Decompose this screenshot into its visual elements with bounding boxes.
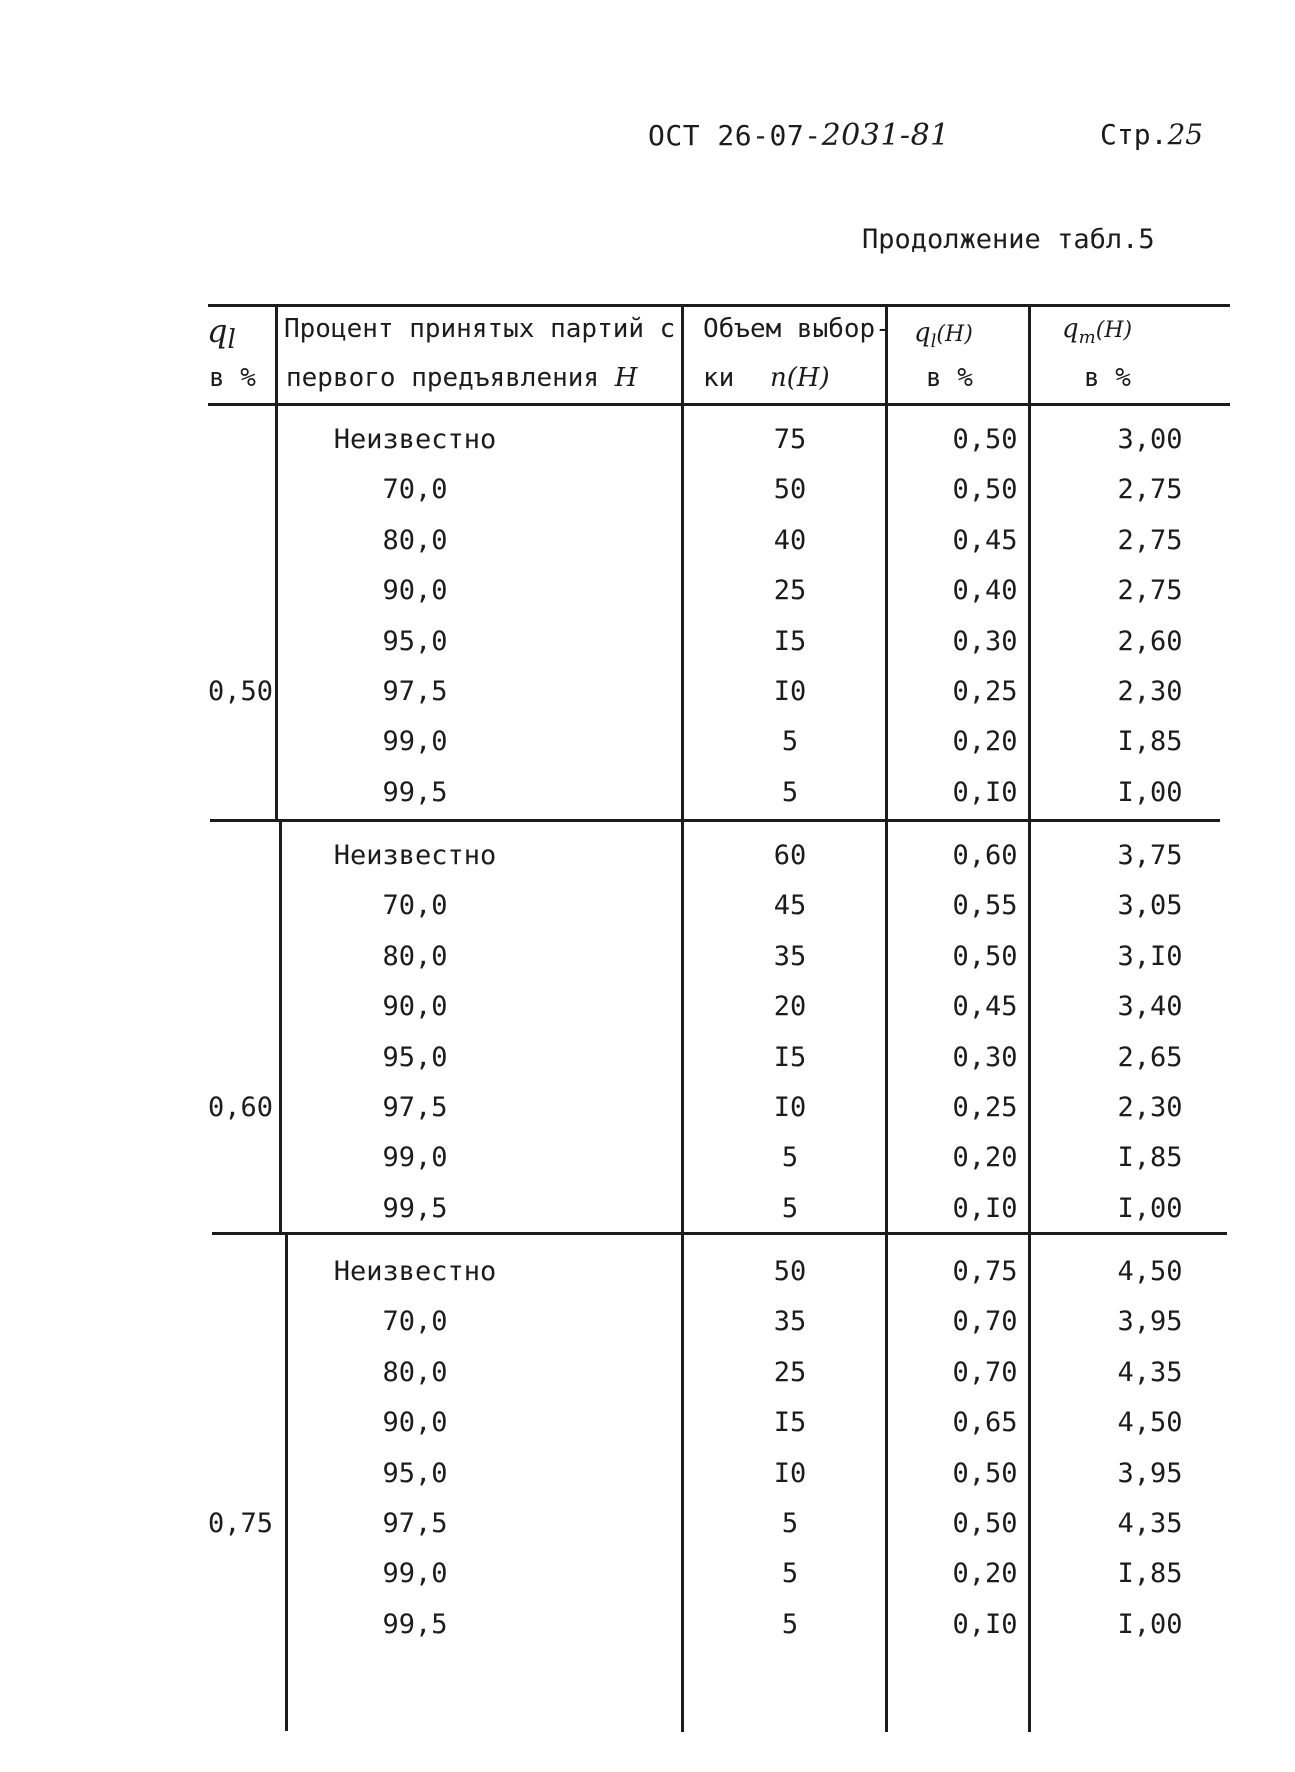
cell-ql-h: 0,25 [952,1092,1018,1123]
cell-ql-h: 0,30 [952,1041,1018,1073]
cell-percent: 80,0 [382,524,448,556]
document-code-printed: ОСТ 26-07- [648,119,822,152]
cell-ql-h: 0,25 [952,676,1018,707]
cell-sample-size: 5 [781,1508,799,1539]
cell-qm-h: I,85 [1117,1558,1183,1590]
cell-ql-h: 0,50 [952,940,1018,972]
table-top-rule [208,304,1230,307]
column-divider [885,304,888,1732]
cell-ql-h: 0,50 [952,1457,1018,1489]
cell-ql-group: 0,60 [208,1092,274,1123]
cell-percent: 95,0 [382,1457,448,1489]
header-percent-line2 [286,363,637,393]
header-sample-line1: Объем выбор- [703,314,891,344]
header-ql [207,312,236,355]
cell-sample-size: 5 [781,726,799,758]
cell-percent: 70,0 [382,474,448,506]
cell-sample-size: I5 [773,1041,807,1073]
cell-ql-h: 0,I0 [952,776,1018,808]
header-sample-text: ки [703,363,735,393]
cell-ql-h: 0,20 [952,726,1018,758]
cell-sample-size: 5 [781,1558,799,1590]
cell-sample-size: 5 [781,1192,799,1224]
ql-symbol: q [207,312,228,350]
column-divider [681,304,684,1732]
cell-percent: 99,0 [382,1558,448,1590]
cell-ql-h: 0,I0 [952,1192,1018,1224]
cell-ql-h: 0,45 [952,524,1018,556]
cell-qm-h: 4,35 [1117,1356,1183,1388]
group-separator-rule [210,819,1220,822]
cell-ql-h: 0,40 [952,575,1018,607]
column-divider [285,1233,288,1731]
cell-percent: 95,0 [382,625,448,657]
cell-ql-h: 0,75 [952,1256,1018,1287]
cell-sample-size: 20 [773,991,807,1023]
cell-sample-size: I5 [773,625,807,657]
cell-percent: 70,0 [382,1306,448,1338]
cell-percent: 90,0 [382,991,448,1023]
cell-ql-h: 0,30 [952,625,1018,657]
header-percent-symbol: H [614,363,638,393]
cell-sample-size: 45 [773,890,807,922]
cell-sample-size: I0 [773,1457,807,1489]
cell-percent: 90,0 [382,575,448,607]
cell-sample-size: I0 [773,676,807,707]
cell-sample-size: 5 [781,1608,799,1640]
document-code-handwritten: 2031-81 [821,118,950,153]
cell-qm-h: 2,30 [1117,676,1183,707]
cell-percent: 99,5 [382,776,448,808]
cell-sample-size: I0 [773,1092,807,1123]
cell-qm-h: I,85 [1117,726,1183,758]
cell-ql-h: 0,50 [952,1508,1018,1539]
cell-sample-size: 50 [773,1256,807,1287]
cell-sample-size: 40 [773,524,807,556]
cell-percent: 97,5 [382,676,448,707]
cell-ql-h: 0,20 [952,1558,1018,1590]
cell-qm-h: 3,05 [1117,890,1183,922]
ql-h-arg: (H) [936,322,973,347]
cell-ql-h: 0,45 [952,991,1018,1023]
cell-qm-h: 2,75 [1117,575,1183,607]
cell-qm-h: 3,75 [1117,840,1183,871]
cell-qm-h: I,85 [1117,1142,1183,1174]
cell-qm-h: 2,75 [1117,524,1183,556]
cell-sample-size: 60 [773,840,807,871]
ql-subscript: l [227,325,236,356]
header-percent-line1: Процент принятых партий с [284,314,676,344]
ql-h-subscript: l [930,331,937,353]
cell-qm-h: 3,00 [1117,424,1183,455]
page-number-value: 25 [1167,118,1204,151]
cell-percent: 99,5 [382,1608,448,1640]
cell-qm-h: 2,75 [1117,474,1183,506]
cell-percent: 99,0 [382,1142,448,1174]
group-separator-rule [212,1232,1227,1235]
header-ql-h-unit: в % [926,363,973,393]
cell-sample-size: 25 [773,575,807,607]
cell-percent: 99,5 [382,1192,448,1224]
cell-ql-h: 0,65 [952,1407,1018,1439]
header-qm-h-unit: в % [1084,363,1131,393]
cell-sample-size: 75 [773,424,807,455]
cell-sample-size: 5 [781,1142,799,1174]
cell-ql-h: 0,20 [952,1142,1018,1174]
cell-sample-size: 35 [773,1306,807,1338]
header-sample-symbol: n(H) [769,363,830,393]
cell-percent: Неизвестно [333,840,497,871]
cell-percent: 95,0 [382,1041,448,1073]
qm-h-subscript: m [1078,327,1096,349]
cell-ql-group: 0,75 [208,1508,274,1539]
cell-qm-h: 3,40 [1117,991,1183,1023]
cell-qm-h: I,00 [1117,1192,1183,1224]
cell-percent: Неизвестно [333,424,497,455]
cell-percent: 97,5 [382,1092,448,1123]
cell-qm-h: 4,35 [1117,1508,1183,1539]
cell-ql-h: 0,I0 [952,1608,1018,1640]
cell-qm-h: 4,50 [1117,1256,1183,1287]
cell-percent: 80,0 [382,940,448,972]
header-bottom-rule [208,403,1230,406]
cell-ql-h: 0,55 [952,890,1018,922]
cell-qm-h: 3,95 [1117,1457,1183,1489]
header-ql-unit: в % [209,363,256,393]
cell-percent: 97,5 [382,1508,448,1539]
cell-percent: 90,0 [382,1407,448,1439]
cell-qm-h: 3,95 [1117,1306,1183,1338]
cell-qm-h: I,00 [1117,1608,1183,1640]
cell-qm-h: 2,60 [1117,625,1183,657]
cell-qm-h: 4,50 [1117,1407,1183,1439]
cell-ql-h: 0,70 [952,1306,1018,1338]
cell-qm-h: 3,I0 [1117,940,1183,972]
qm-h-arg: (H) [1095,318,1133,343]
cell-percent: Неизвестно [333,1256,497,1287]
cell-ql-h: 0,70 [952,1356,1018,1388]
cell-qm-h: 2,30 [1117,1092,1183,1123]
cell-percent: 70,0 [382,890,448,922]
cell-sample-size: 35 [773,940,807,972]
header-qm-h [1062,314,1132,348]
cell-ql-h: 0,50 [952,474,1018,506]
cell-sample-size: 50 [773,474,807,506]
cell-sample-size: 25 [773,1356,807,1388]
cell-percent: 99,0 [382,726,448,758]
ql-h-symbol: q [914,318,931,348]
page-label: Стр. [1100,118,1168,151]
cell-qm-h: 2,65 [1117,1041,1183,1073]
header-sample-line2 [703,363,830,393]
qm-h-symbol: q [1062,314,1079,344]
cell-ql-h: 0,60 [952,840,1018,871]
cell-qm-h: I,00 [1117,776,1183,808]
cell-percent: 80,0 [382,1356,448,1388]
column-divider [279,820,282,1233]
column-divider [275,304,278,820]
header-percent-text: первого предъявления [286,363,600,393]
cell-ql-group: 0,50 [208,676,274,707]
cell-ql-h: 0,50 [952,424,1018,455]
cell-sample-size: 5 [781,776,799,808]
table-caption: Продолжение табл.5 [862,224,1155,255]
header-ql-h [914,318,973,352]
cell-sample-size: I5 [773,1407,807,1439]
